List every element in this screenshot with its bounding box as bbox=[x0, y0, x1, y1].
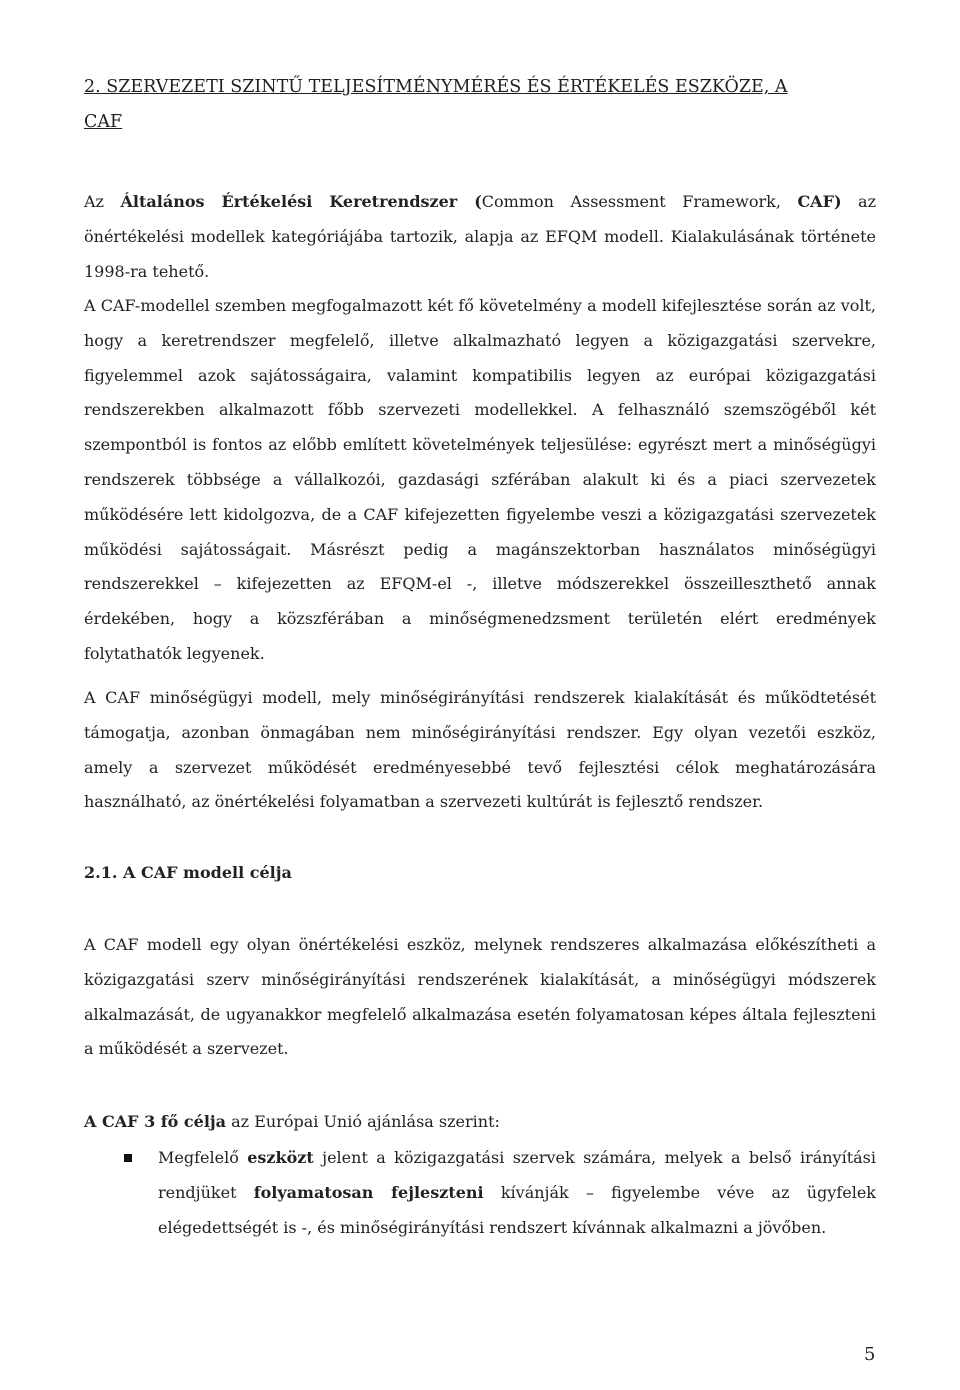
intro-paragraph bbox=[84, 185, 876, 289]
intro-bold-1: Általános Értékelési Keretrendszer ( bbox=[120, 192, 482, 211]
goal-paragraph: A CAF modell egy olyan önértékelési eszköz, melynek rendszeres alkalmazása előkészítheti a közigazgatási szerv minőségirányítási rendszerének kialakítását, a minőségügyi módszerek alkalmazását, de ugyanakkor megfelelő alkalmazása esetén folyamatosan képes általa fejleszteni a működését a szervezet. bbox=[84, 935, 876, 1059]
bullet-bold-1: eszközt bbox=[247, 1148, 314, 1167]
goals-intro-paragraph bbox=[84, 1105, 876, 1140]
bullet-bold-2: folyamatosan fejleszteni bbox=[253, 1182, 484, 1202]
intro-bold-2: CAF) bbox=[797, 192, 842, 211]
goals-intro-bold: A CAF 3 fő célja bbox=[84, 1112, 227, 1131]
chapter-heading-line1: 2. SZERVEZETI SZINTŰ TELJESÍTMÉNYMÉRÉS ÉS ÉRTÉKELÉS ESZKÖZE, A bbox=[84, 77, 788, 97]
page-number: 5 bbox=[864, 1344, 876, 1365]
bullet-text-1: Megfelelő bbox=[158, 1148, 248, 1167]
intro-text-3: az önértékelési modellek kategóriájába tartozik, alapja az EFQM modell. Kialakulásának története 1998-ra tehető. bbox=[84, 192, 877, 281]
goals-intro-text: az Európai Unió ajánlása szerint: bbox=[226, 1112, 500, 1131]
square-bullet-icon bbox=[124, 1154, 132, 1162]
chapter-heading bbox=[84, 70, 876, 140]
intro-text-1: Az bbox=[84, 192, 121, 211]
goals-list bbox=[84, 1141, 876, 1245]
list-item bbox=[84, 1141, 876, 1245]
requirements-paragraph: A CAF-modellel szemben megfogalmazott két fő követelmény a modell kifejlesztése során az volt, hogy a keretrendszer megfelelő, illetve alkalmazható legyen a közigazgatási szervekre, figyelemmel azok sajátosságaira, valamint kompatibilis legyen az európai közigazgatási rendszerekben alkalmazott főbb szervezeti modellekkel. A felhasználó szemszögéből két szempontból is fontos az előbb említett követelmények teljesülése: egyrészt mert a minőségügyi rendszerek többsége a vállalkozói, gazdasági szférában alakult ki és a piaci szervezetek működésére lett kidolgozva, de a CAF kifejezetten figyelembe veszi a közigazgatási szervezetek működési sajátosságait. Másrészt pedig a magánszektorban használatos minőségügyi rendszerekkel – kifejezetten az EFQM-el -, illetve módszerekkel összeilleszthető annak érdekében, hogy a közszférában a minőségmenedzsment területén elért eredmények folytathatók legyenek. bbox=[84, 296, 876, 663]
intro-text-2: Common Assessment Framework, bbox=[481, 192, 798, 211]
bullet-text-3: kívánják – figyelembe véve az ügyfelek elégedettségét is -, és minőségirányítási rendszert kívánnak alkalmazni a jövőben. bbox=[158, 1182, 876, 1237]
chapter-heading-line2: CAF bbox=[84, 111, 123, 132]
section-subheading: 2.1. A CAF modell célja bbox=[84, 863, 292, 882]
bullet-text-2: jelent a közigazgatási szervek számára, melyek a belső irányítási rendjüket bbox=[158, 1148, 877, 1202]
caf-model-paragraph: A CAF minőségügyi modell, mely minőségirányítási rendszerek kialakítását és működtetését támogatja, azonban önmagában nem minőségirányítási rendszer. Egy olyan vezetői eszköz, amely a szervezet működését eredményesebbé tevő fejlesztési célok meghatározására használható, az önértékelési folyamatban a szervezeti kultúrát is fejlesztő rendszer. bbox=[84, 688, 876, 812]
